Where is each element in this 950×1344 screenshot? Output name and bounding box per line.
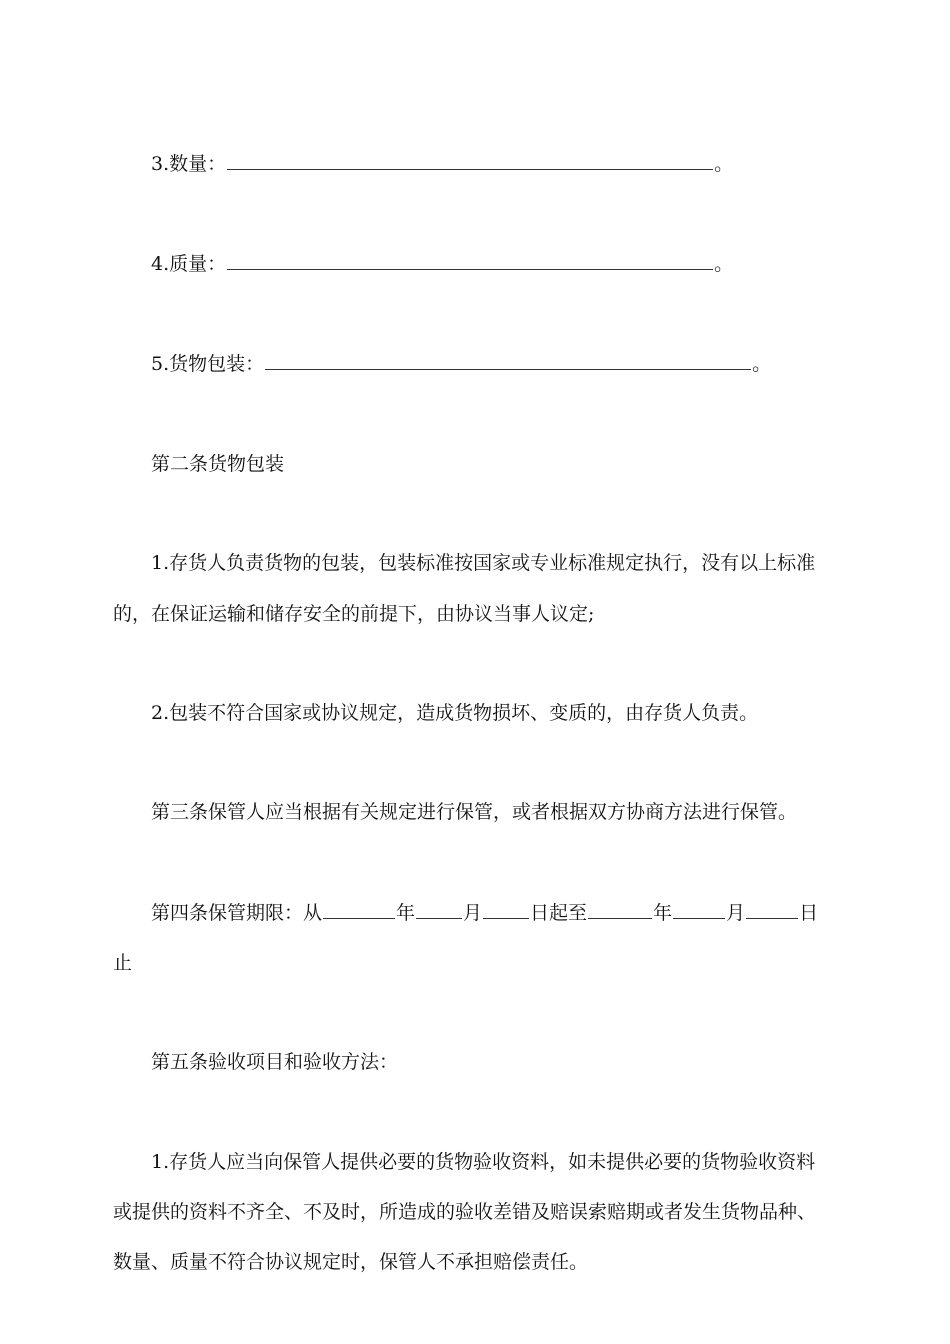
article5-p1-line3: 数量、质量不符合协议规定时，保管人不承担赔偿责任。 xyxy=(113,1251,589,1273)
article2-p1-line1: 1.存货人负责货物的包装，包装标准按国家或专业标准规定执行，没有以上标准 xyxy=(151,552,816,574)
start-month-label: 月 xyxy=(463,902,483,924)
packaging-end: 。 xyxy=(752,353,772,375)
article3-text: 第三条保管人应当根据有关规定进行保管，或者根据双方协商方法进行保管。 xyxy=(151,801,798,823)
end-day-blank[interactable] xyxy=(746,900,798,919)
article4-line xyxy=(151,899,818,927)
article2-title: 第二条货物包装 xyxy=(151,453,285,475)
end-day-label: 日 xyxy=(799,902,819,924)
start-month-blank[interactable] xyxy=(416,900,462,919)
quantity-label: 3.数量： xyxy=(151,153,227,175)
end-year-blank[interactable] xyxy=(588,900,652,919)
packaging-line xyxy=(151,350,771,378)
quality-end: 。 xyxy=(714,253,734,275)
quantity-end: 。 xyxy=(714,153,734,175)
article5-p1-line1: 1.存货人应当向保管人提供必要的货物验收资料，如未提供必要的货物验收资料 xyxy=(151,1151,816,1173)
article2-p1-line2: 的，在保证运输和储存安全的前提下，由协议当事人议定; xyxy=(113,603,595,625)
quality-label: 4.质量： xyxy=(151,253,227,275)
packaging-label: 5.货物包装： xyxy=(151,353,265,375)
article4-end: 止 xyxy=(113,952,133,974)
quantity-line xyxy=(151,150,733,178)
start-year-blank[interactable] xyxy=(323,900,395,919)
quality-blank[interactable] xyxy=(227,251,713,270)
packaging-blank[interactable] xyxy=(265,351,751,370)
article2-p2: 2.包装不符合国家或协议规定，造成货物损坏、变质的，由存货人负责。 xyxy=(151,702,759,724)
article5-title: 第五条验收项目和验收方法： xyxy=(151,1051,399,1073)
quantity-blank[interactable] xyxy=(227,151,713,170)
end-year-label: 年 xyxy=(653,902,673,924)
article4-prefix: 第四条保管期限：从 xyxy=(151,902,323,924)
start-year-label: 年 xyxy=(396,902,416,924)
start-day-blank[interactable] xyxy=(483,900,529,919)
start-day-label: 日起至 xyxy=(530,902,588,924)
end-month-label: 月 xyxy=(726,902,746,924)
quality-line xyxy=(151,250,733,278)
end-month-blank[interactable] xyxy=(673,900,725,919)
article5-p1-line2: 或提供的资料不齐全、不及时，所造成的验收差错及赔误索赔期或者发生货物品种、 xyxy=(113,1201,817,1223)
